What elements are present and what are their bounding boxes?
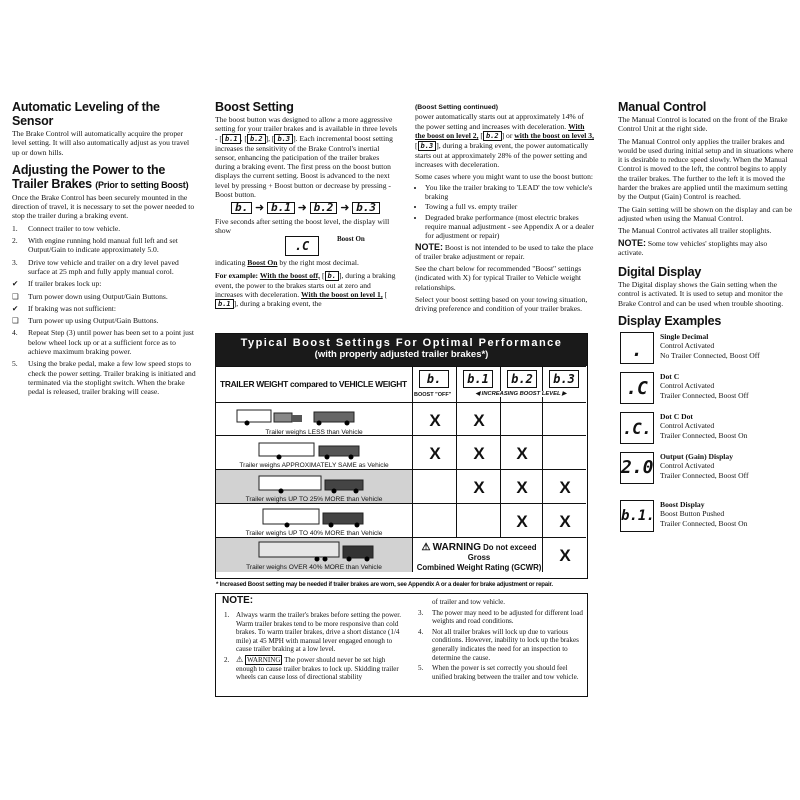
example-line: Boost Button Pushed	[660, 509, 725, 519]
cont-a: power automatically starts out at approximately 14% of the power setting and increases with deceleration.	[415, 112, 584, 131]
step-marker: 3.	[12, 257, 18, 267]
example-text	[660, 372, 749, 400]
adjusting-power-text: Once the Brake Control has been securely mounted in the direction of travel, it is necessary to set the power needed to stop the trailer during a braking event.	[12, 192, 195, 221]
step-text: Drive tow vehicle and trailer on a dry level paved surface at 25 mph and fully apply manual corol.	[28, 257, 179, 276]
vehicle-trailer-illustration	[219, 437, 409, 461]
example-line: Control Activated	[660, 341, 715, 351]
note-label: NOTE:	[415, 241, 443, 252]
boost-cell	[456, 470, 501, 504]
row-label-cell	[216, 470, 412, 504]
table-row	[216, 469, 586, 504]
warning-label: WARNING	[246, 655, 281, 664]
heading-adjusting-power	[12, 163, 198, 192]
step-marker: 2.	[12, 236, 18, 246]
list-item	[12, 316, 198, 325]
seq-b3: b.3	[352, 202, 380, 213]
list-item	[618, 452, 794, 500]
boost-x-mark: X	[429, 411, 441, 430]
vehicle-trailer-illustration	[219, 505, 409, 529]
boost-cell	[542, 538, 587, 572]
cont-b: , during a braking event, the power automatically starts out at approximately 28% of the power setting and increases with deceleration.	[415, 140, 589, 170]
row-label: Trailer weighs UP TO 25% MORE than Vehicle	[245, 496, 383, 503]
boost-x-mark: X	[516, 444, 528, 463]
example-text	[660, 500, 747, 528]
boost-cell	[456, 403, 501, 437]
note-item-text: The power should never be set high enough to cause trailer brakes to lock up. Skidding trailer wheels can cause loss of directional stability	[236, 655, 399, 682]
boost-on-display	[285, 236, 400, 258]
lcd-b1: b.1	[222, 134, 241, 144]
row-label: Trailer weighs APPROXIMATELY SAME as Vehicle	[239, 462, 389, 469]
level-cell	[542, 367, 587, 403]
boost-x-mark: X	[516, 512, 528, 531]
manual-text-4: The Manual Control activates all trailer stoplights.	[618, 226, 772, 236]
manual-note	[618, 239, 794, 258]
warning-word: WARNING	[432, 542, 481, 553]
boost-x-mark: X	[429, 444, 441, 463]
example-title: Dot C Dot	[660, 412, 693, 422]
lcd-b0-inline: b.	[325, 271, 339, 281]
adjust-steps-list	[12, 224, 198, 397]
vehicle-trailer-illustration	[219, 404, 409, 428]
warning-icon: ⚠	[421, 542, 431, 553]
list-item: • You like the trailer braking to 'LEAD' the tow vehicle's braking	[425, 183, 595, 202]
table-title: Typical Boost Settings For Optimal Performance	[240, 337, 563, 349]
warning-gcwr: Combined Weight Rating (GCWR)	[416, 563, 542, 572]
vehicle-trailer-illustration	[219, 471, 409, 495]
boost-x-mark: X	[473, 444, 485, 463]
step-text: If trailer brakes lock up:	[28, 279, 102, 289]
step-text: Repeat Step (3) until power has been set to a point just below wheel lock up or at a sufficient force as to achieve maximum braking power.	[28, 328, 194, 357]
gcwr-warning	[416, 543, 542, 573]
note-marker: 3.	[418, 608, 424, 617]
note-item-text: of trailer and tow vehicle.	[432, 598, 506, 606]
lcd-display: .	[620, 332, 654, 364]
boost-cell	[542, 470, 587, 504]
list-item	[618, 332, 794, 372]
boost-continued-text: power automatically starts out at approximately 14% of the power setting and increases with deceleration. With the boost on level 2, [ b.2 ] or with the boost on level 3, [ b.3 ], during a braking event, the power automatically starts out at approximately 28% of the power setting and increases with deceleration.	[415, 112, 594, 170]
list-item: • Towing a full vs. empty trailer	[425, 202, 595, 211]
list-item	[224, 611, 402, 654]
example-line: Control Activated	[660, 421, 715, 431]
check-icon: ✔	[12, 303, 19, 313]
seq-b0: b.	[231, 202, 252, 213]
boost-intro-b: ]. Each incremental boost setting increases the sensitivity of the Brake Control's inertial sensor, enhancing the paticipation of the trailer brakes during a braking event. The first press on the boost button displays the current setting. Boost is advanced to the next level by pressing + Boost button or decrease by pressing - Boost button.	[215, 133, 393, 200]
level-b0: b.	[419, 370, 449, 388]
lcd-b2: b.2	[247, 134, 266, 144]
weight-header: TRAILER WEIGHT compared to VEHICLE WEIGHT	[220, 379, 407, 389]
column-manual-display	[618, 100, 794, 540]
boost-x-mark: X	[559, 478, 571, 497]
boost-on-u: Boost On	[247, 258, 278, 268]
boost-x-mark: X	[559, 546, 571, 565]
boost-after-text: Five seconds after setting the boost level, the display will show	[215, 216, 390, 235]
list-item: • Degraded brake performance (most electric brakes require manual adjustment - see Appendix A or a dealer for adjustment or repair)	[425, 213, 595, 241]
heading-adjusting-power-sub: (Prior to setting Boost)	[95, 179, 189, 190]
table-row	[216, 537, 586, 572]
row-label-cell	[216, 403, 412, 437]
arrow-left-icon: ◀	[475, 391, 480, 397]
table-subtitle: (with properly adjusted trailer brakes*)	[314, 349, 489, 360]
step-text: Turn power down using Output/Gain Buttons.	[28, 291, 168, 301]
table-row	[216, 503, 586, 538]
lcd-b1-inline: b.1	[215, 299, 234, 309]
boost-cell	[412, 470, 457, 504]
example-label: For example:	[215, 270, 260, 280]
list-item	[418, 609, 586, 626]
boost-cell	[500, 436, 543, 470]
manual-text-3: The Gain setting will be shown on the display and can be adjusted when using the Manual Control.	[618, 204, 792, 223]
boost-on-a: indicating	[215, 258, 248, 268]
boost-cell	[412, 504, 457, 538]
lcd-b3: b.3	[274, 134, 293, 144]
row-label: Trailer weighs UP TO 40% MORE than Vehicle	[245, 530, 383, 537]
example-line: Trailer Connected, Boost On	[660, 518, 748, 528]
list-item	[618, 500, 794, 540]
lcd-display: .C.	[620, 412, 654, 444]
arrow-right-icon: ➜	[255, 202, 265, 215]
note-label: NOTE:	[618, 237, 646, 248]
step-text: With engine running hold manual full left and set Output/Gain to indicate approximately 5.0.	[28, 236, 178, 255]
note-item-text: When the power is set correctly you should feel unified braking between the trailer and tow vehicle.	[432, 664, 579, 681]
step-text: Connect trailer to tow vehicle.	[28, 223, 121, 233]
note-right-col	[418, 598, 586, 681]
boost-cell	[412, 403, 457, 437]
step-text: Turn power up using Output/Gain Buttons.	[28, 316, 159, 326]
boost-on-text	[215, 258, 400, 267]
list-item	[224, 656, 402, 682]
boost-sequence	[231, 202, 400, 213]
warning-rest: Do not exceed Gross	[467, 543, 537, 562]
cont-u1: With the boost on level 2,	[415, 121, 585, 140]
manual-text-1: The Manual Control is located on the front of the Brake Control Unit at the right side.	[618, 115, 788, 134]
note-marker: 5.	[418, 664, 424, 673]
warning-icon: ⚠	[236, 654, 244, 664]
step-marker: 4.	[12, 328, 18, 338]
lcd-display: .C	[620, 372, 654, 404]
example-line: Control Activated	[660, 461, 715, 471]
row-label: Trailer weighs OVER 40% MORE than Vehicle	[246, 564, 382, 571]
list-item	[12, 224, 198, 233]
heading-display-examples: Display Examples	[618, 314, 722, 329]
arrow-right-icon: ➜	[297, 202, 307, 215]
list-item	[618, 372, 794, 412]
increasing-label	[458, 391, 584, 397]
lcd-dot-c: .C	[285, 236, 319, 256]
example-line: Trailer Connected, Boost On	[660, 430, 748, 440]
list-item	[12, 359, 198, 396]
boost-continued-label: (Boost Setting continued)	[415, 104, 499, 111]
lcd-display: b.1.	[620, 500, 654, 532]
step-text: Using the brake pedal, make a few low speed stops to check the power setting. Trailer braking is initiated and terminated via the stoplight switch. When the brake pedal is released, trailer braking will cease.	[28, 359, 196, 397]
arrow-right-icon: ▶	[562, 391, 567, 397]
checkbox-icon: ❑	[12, 291, 19, 301]
boost-cases-list	[415, 183, 595, 241]
note-marker: 1.	[224, 611, 230, 619]
row-label: Trailer weighs LESS than Vehicle	[265, 429, 363, 436]
boost-example: For example: With the boost off, [ b. ], during a braking event, the power to the brakes starts out at zero and increases with deceleration. With the boost on level 1, [b.1 ], during a braking event, the	[215, 270, 396, 309]
column-boost-continued	[415, 103, 595, 317]
boost-cell	[412, 436, 457, 470]
example-line: No Trailer Connected, Boost Off	[660, 350, 760, 360]
boost-select-text: Select your boost setting based on your towing situation, driving preference and condition of your trailer brakes.	[415, 295, 588, 314]
level-b1: b.1	[463, 370, 493, 388]
note-item-text: Always warm the trailer's brakes before setting the power. Warm trailer brakes tend to be more responsive than cold brakes. To warm trailer brakes, drive a short distance (1/4 mile) at 45 MPH with manual lever engaged enough to cause trailer braking at a low level.	[236, 611, 401, 654]
column-leveling	[12, 100, 198, 400]
row-label-cell	[216, 504, 412, 538]
boost-cell	[500, 470, 543, 504]
warning-cell	[412, 538, 543, 572]
example-title: Dot C	[660, 372, 680, 382]
seq-b1: b.1	[267, 202, 295, 213]
example-line: Control Activated	[660, 381, 715, 391]
seq-b2: b.2	[310, 202, 338, 213]
example-t2: , during a braking event, the	[236, 299, 322, 309]
note-box	[215, 593, 588, 697]
boost-settings-table	[215, 333, 588, 588]
level-b2: b.2	[507, 370, 537, 388]
boost-x-mark: X	[473, 411, 485, 430]
note-marker: 4.	[418, 627, 424, 636]
column-boost	[215, 100, 400, 312]
boost-intro: The boost button was designed to allow a more aggressive setting for your trailer brakes and is available in three levels - [ b.1 , [ b.2 ], [ b.3 ]. Each incremental boost setting increases the sensitivity of the Brake Control's inertial sensor, enhancing the paticipation of the trailer brakes during a braking event. The first press on the boost button displays the current setting. Boost is advanced to the next level by pressing + Boost button or decrease by pressing - Boost button.	[215, 115, 398, 200]
lcd-display: 2.0	[620, 452, 654, 484]
example-t1: , during a braking event, the power to the brakes starts out at zero and increases with deceleration.	[215, 270, 396, 299]
display-examples	[618, 332, 794, 540]
list-item	[12, 279, 198, 288]
heading-boost-setting: Boost Setting	[215, 100, 294, 114]
note-marker: 2.	[224, 655, 230, 664]
boost-cell	[456, 504, 501, 538]
increasing-text: INCREASING BOOST LEVEL	[481, 391, 561, 397]
example-title: Boost Display	[660, 500, 705, 510]
note-text: Some tow vehicles' stoplights may also activate.	[618, 238, 768, 257]
boost-cell	[456, 436, 501, 470]
list-item	[12, 258, 198, 277]
boost-chart-ref: See the chart below for recommended "Boost" settings (indicated with X) for typical Trailer to Vehicle weight relationships.	[415, 264, 582, 292]
auto-leveling-text: The Brake Control will automatically acquire the proper level setting. It will also automatically adjust as you travel up or down hills.	[12, 129, 190, 157]
boost-note	[415, 243, 595, 262]
example-title: Single Decimal	[660, 332, 709, 342]
boost-cases-intro: Some cases where you might want to use the boost button:	[415, 172, 594, 182]
example-line: Trailer Connected, Boost Off	[660, 470, 749, 480]
check-icon: ✔	[12, 279, 19, 289]
heading-manual-control: Manual Control	[618, 100, 707, 114]
boost-cell	[500, 403, 543, 437]
example-line: Trailer Connected, Boost Off	[660, 390, 749, 400]
example-u1: With the boost off,	[259, 270, 321, 280]
checkbox-icon: ❑	[12, 316, 19, 326]
example-text	[660, 412, 747, 440]
boost-cell	[542, 436, 587, 470]
step-marker: 5.	[12, 359, 18, 369]
boost-on-label: Boost On	[337, 235, 365, 244]
boost-on-b: by the right most decimal.	[277, 258, 359, 268]
example-u2: With the boost on level 1,	[301, 289, 383, 299]
boost-cell	[542, 403, 587, 437]
boost-cell	[542, 504, 587, 538]
boost-x-mark: X	[473, 478, 485, 497]
step-marker: 1.	[12, 223, 18, 233]
manual-text-2: The Manual Control only applies the trailer brakes and would be used during initial setup and in situations where it is desirable to reduce speed slowly. When the Manual Control is moved to the left, the control begins to apply the trailer brakes. The further to the left it is moved the harder the brakes are applied until the maximum setting by the Output (Gain) Control is reached.	[618, 136, 794, 202]
list-item	[12, 236, 198, 255]
example-text	[660, 452, 749, 480]
vehicle-trailer-illustration	[219, 539, 409, 563]
cont-u2: with the boost on level 3,	[514, 130, 594, 140]
table-row	[216, 402, 586, 437]
list-item	[12, 292, 198, 301]
list-item	[618, 412, 794, 452]
digital-display-text: The Digital display shows the Gain setting when the control is activated. It is used to setup and monitor the Brake Control and can be used when trouble shooting.	[618, 280, 784, 308]
table-footnote: * Increased Boost setting may be needed if trailer brakes are worn, see Appendix A or a dealer for brake adjustment or repair.	[216, 581, 553, 588]
lcd-b3-inline: b.3	[418, 141, 437, 151]
table-title-bar	[216, 334, 587, 366]
boost-cell	[500, 504, 543, 538]
heading-auto-leveling: Automatic Leveling of the Sensor	[12, 100, 160, 128]
heading-adjusting-power-text: Adjusting the Power to the Trailer Brakes	[12, 162, 166, 191]
list-item	[418, 664, 586, 681]
note-text: Boost is not intended to be used to take the place of trailer brake adjustment or repair.	[415, 242, 594, 261]
level-b3: b.3	[549, 370, 579, 388]
table-row	[216, 435, 586, 470]
heading-digital-display: Digital Display	[618, 265, 702, 280]
note-item-text: The power may need to be adjusted for different load weights and road conditions.	[432, 608, 583, 626]
arrow-right-icon: ➜	[340, 202, 350, 215]
row-label-cell	[216, 436, 412, 470]
step-text: If braking was not sufficient:	[28, 303, 117, 313]
lcd-b2-inline: b.2	[483, 131, 502, 141]
cont-or: or	[504, 130, 515, 140]
example-title: Output (Gain) Display	[660, 452, 734, 462]
row-label-cell	[216, 538, 412, 572]
note-left-col	[224, 611, 402, 682]
note-box-title: NOTE:	[222, 595, 254, 606]
boost-x-mark: X	[559, 512, 571, 531]
boost-intro-a: The boost button was designed to allow a more aggressive setting for your trailer brakes and is available in three levels - [	[215, 115, 398, 143]
boost-x-mark: X	[516, 478, 528, 497]
table-header-row	[216, 366, 586, 403]
list-item	[12, 304, 198, 313]
example-text	[660, 332, 760, 360]
list-item	[12, 328, 198, 356]
level-cell	[456, 367, 501, 403]
note-item-text: Not all trailer brakes will lock up due to various conditions. However, inability to lock up the brakes generally indicates the need for an inspection to determine the cause.	[432, 627, 579, 662]
level-cell	[500, 367, 543, 403]
list-item	[418, 598, 586, 607]
boost-off-label: BOOST "OFF"	[414, 392, 452, 398]
list-item	[418, 628, 586, 662]
